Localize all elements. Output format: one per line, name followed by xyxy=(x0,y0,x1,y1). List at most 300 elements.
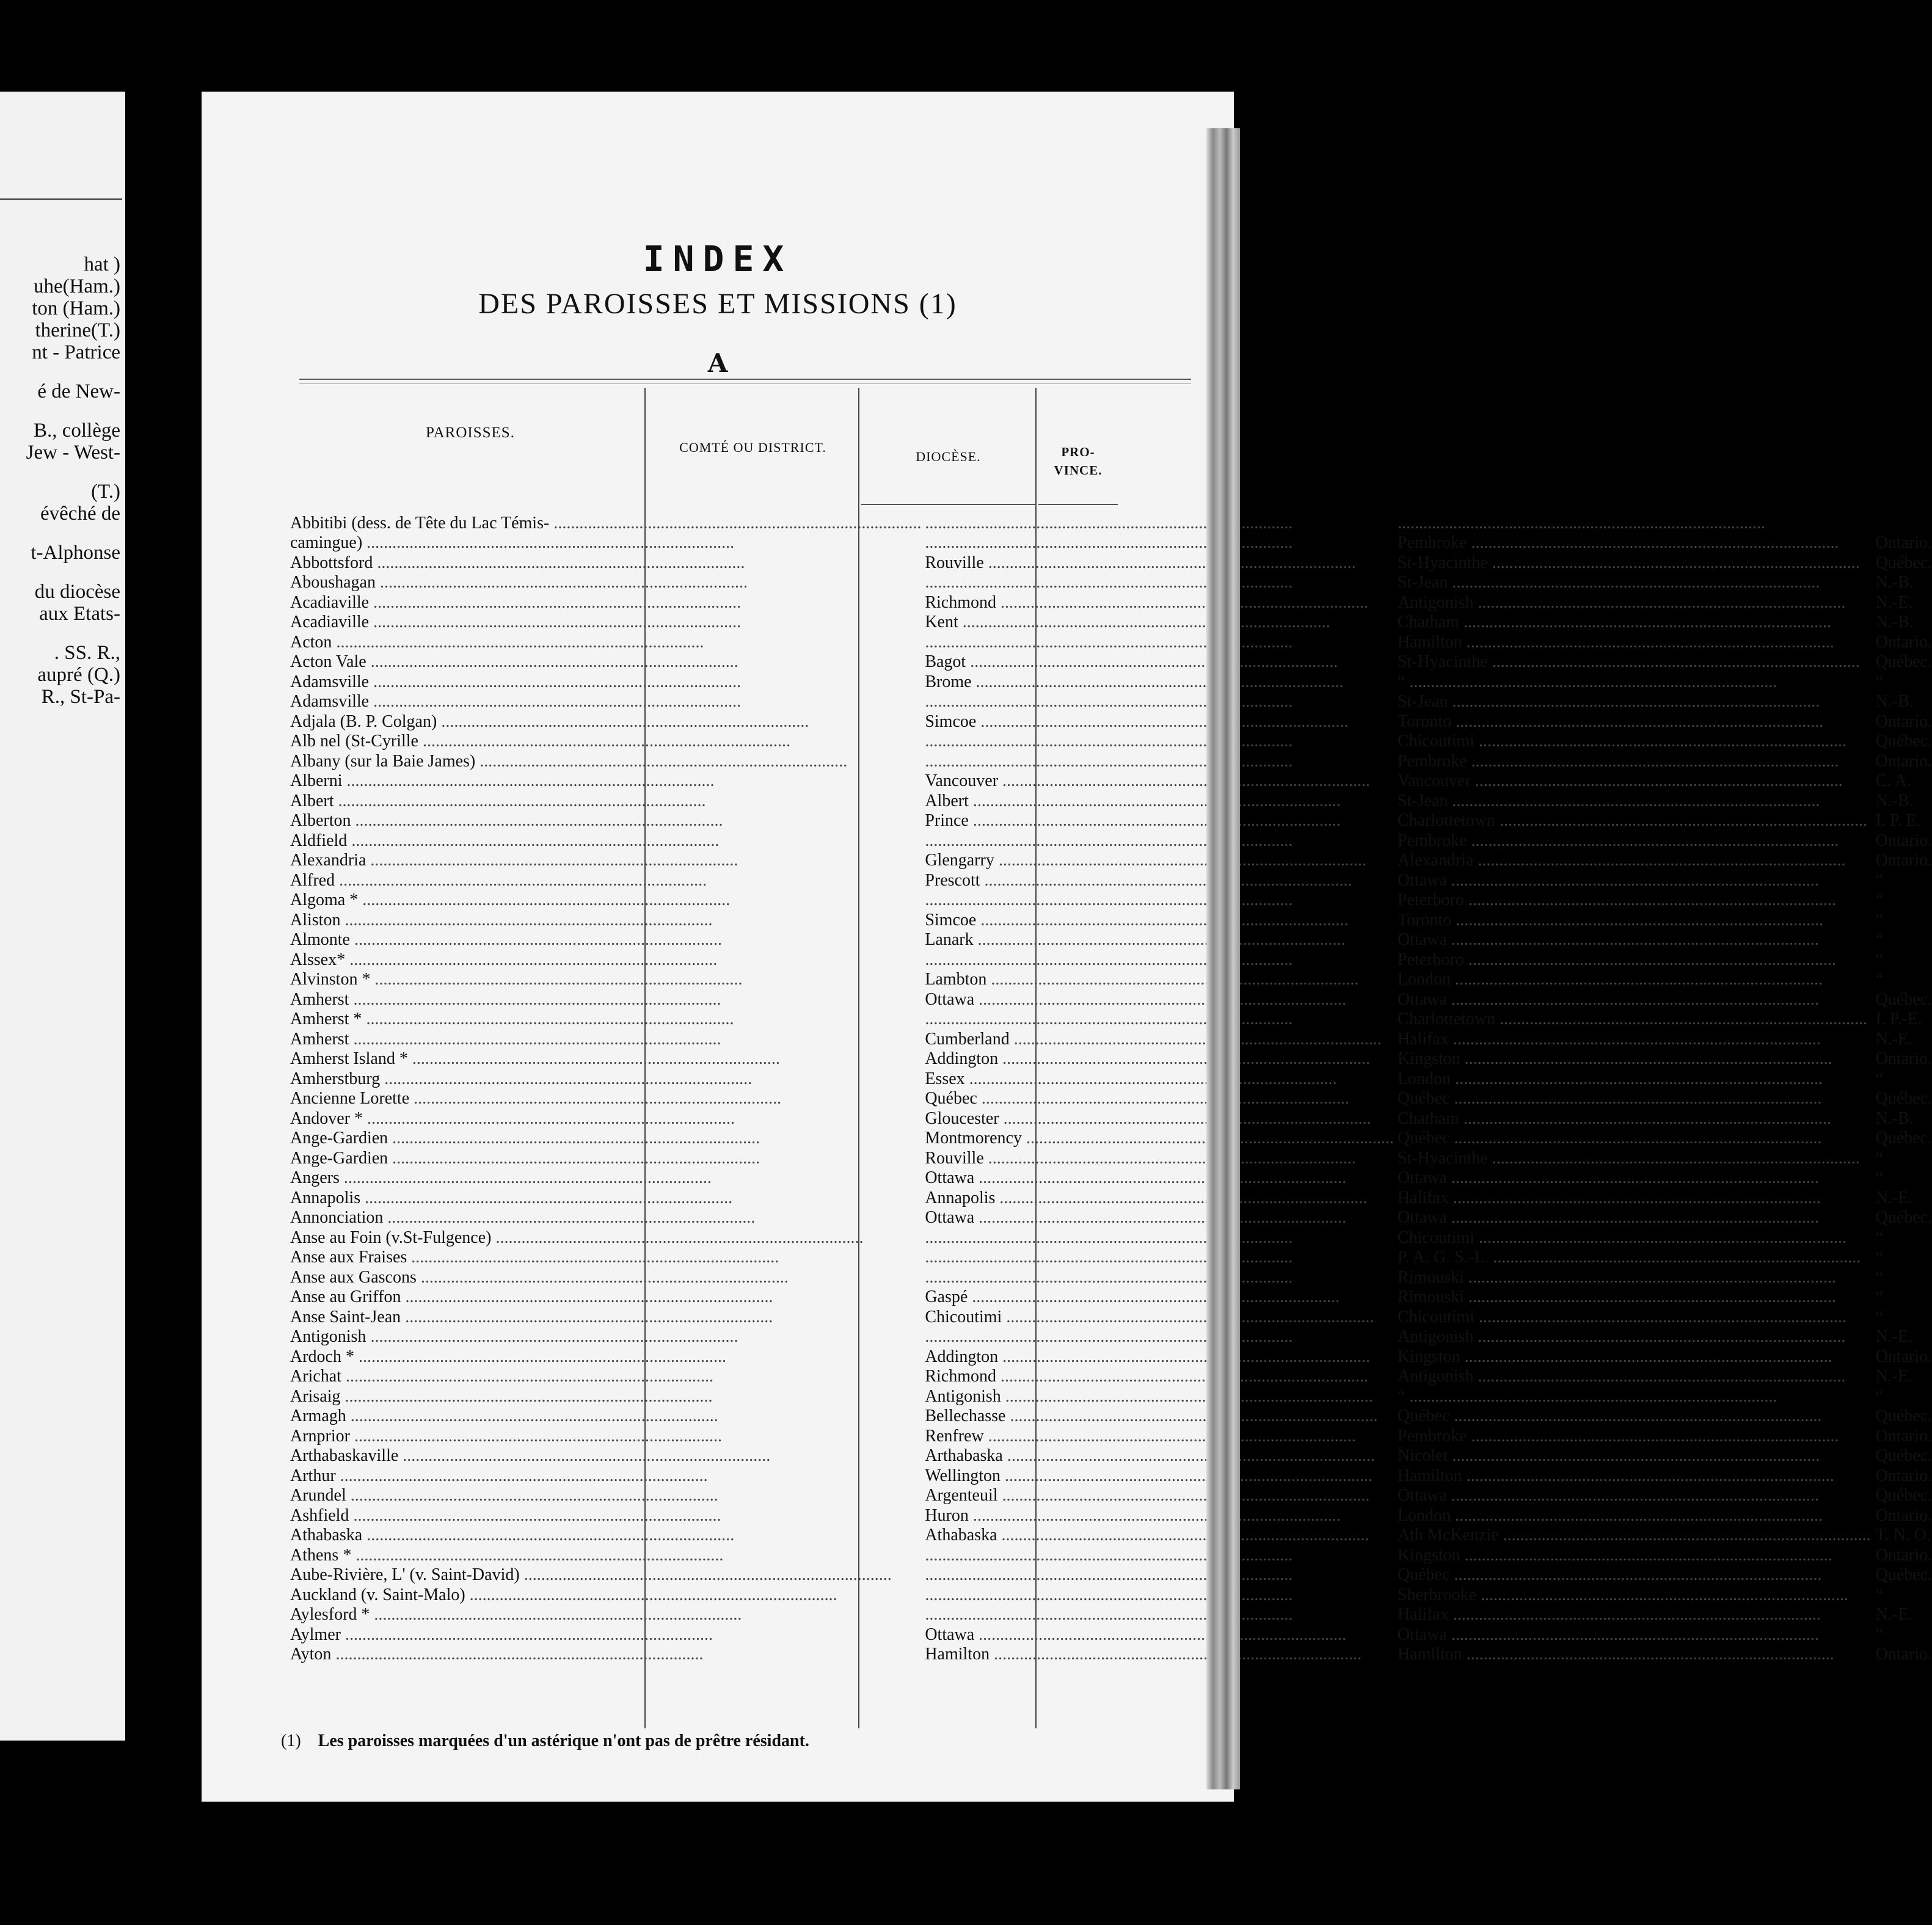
header-parishes: PAROISSES. xyxy=(426,424,515,441)
county-name: Athabaska ..... xyxy=(925,1526,1369,1545)
province-name: “ xyxy=(1875,970,1883,989)
province-name: Québec. xyxy=(1875,1565,1932,1584)
province-name: “ xyxy=(1875,890,1883,909)
previous-page-rule xyxy=(0,198,122,200)
county-name: Simcoe ..... xyxy=(925,911,1348,930)
parish-name: Arundel ..... xyxy=(290,1486,718,1505)
header-province-1: PRO- xyxy=(1061,445,1095,459)
previous-page-line: t-Alphonse xyxy=(31,542,120,564)
index-row xyxy=(290,1426,1932,1446)
previous-page-line: du diocèse xyxy=(34,581,120,603)
parish-name: Acadiaville ..... xyxy=(290,613,741,631)
province-name: “ xyxy=(1875,672,1883,691)
province-name: Ontario. xyxy=(1875,1426,1932,1446)
parish-name: Algoma * ..... xyxy=(290,890,730,909)
diocese-name: Antigonish ..... xyxy=(1398,593,1845,612)
diocese-name: Chicoutimi ..... xyxy=(1398,1228,1846,1247)
parish-name: Ashfield ..... xyxy=(290,1506,721,1525)
diocese-name: Halifax ..... xyxy=(1398,1030,1821,1049)
county-name: Ottawa ..... xyxy=(925,990,1346,1009)
parish-name: Antigonish ..... xyxy=(290,1327,738,1346)
parish-name: Abbottsford ..... xyxy=(290,553,745,572)
county-name: Kent ..... xyxy=(925,613,1330,631)
parish-name: Amherst ..... xyxy=(290,1030,721,1049)
parish-name: Armagh ..... xyxy=(290,1406,718,1425)
diocese-name: P. A. G. S.-L. ..... xyxy=(1398,1248,1861,1267)
diocese-name: Halifax ..... xyxy=(1398,1188,1821,1207)
parish-name: Arthur ..... xyxy=(290,1466,708,1485)
index-row xyxy=(290,1049,1932,1069)
diocese-name: “ ..... xyxy=(1398,1387,1777,1406)
province-name: T. N. O. xyxy=(1875,1526,1931,1545)
parish-name: Anse au Griffon ..... xyxy=(290,1287,773,1306)
index-row xyxy=(290,672,1932,692)
index-row xyxy=(290,1029,1932,1049)
parish-name: Arisaig ..... xyxy=(290,1387,712,1406)
index-row xyxy=(290,553,1932,573)
index-row xyxy=(290,1347,1932,1367)
index-row xyxy=(290,1010,1932,1030)
page-subtitle: DES PAROISSES ET MISSIONS (1) xyxy=(478,288,957,320)
parish-name: Annonciation ..... xyxy=(290,1208,755,1227)
province-name: N.-E. xyxy=(1875,1367,1913,1386)
parish-name: Alberton ..... xyxy=(290,811,723,830)
index-row xyxy=(290,732,1932,752)
county-name: Hamilton ..... xyxy=(925,1645,1362,1664)
diocese-name: Ottawa ..... xyxy=(1398,930,1819,949)
index-row xyxy=(290,771,1932,791)
index-row xyxy=(290,1307,1932,1327)
county-name: Simcoe ..... xyxy=(925,712,1348,731)
diocese-name: Ottawa ..... xyxy=(1398,1625,1819,1644)
province-name: N.-E. xyxy=(1875,1029,1913,1049)
diocese-name: Ottawa ..... xyxy=(1398,871,1819,890)
parish-name: Albert ..... xyxy=(290,791,706,810)
county-name: Albert ..... xyxy=(925,791,1341,810)
index-row xyxy=(290,1526,1932,1546)
diocese-name: Charlottetown ..... xyxy=(1398,1010,1867,1028)
county-name: Prescott ..... xyxy=(925,871,1352,890)
diocese-name: Nicolet ..... xyxy=(1398,1446,1820,1465)
index-row xyxy=(290,1645,1932,1665)
diocese-name: Chatham ..... xyxy=(1398,1109,1831,1128)
province-name: “ xyxy=(1875,1287,1883,1306)
index-table xyxy=(290,513,1932,1664)
province-name: “ xyxy=(1875,1228,1883,1247)
county-name: Cumberland ..... xyxy=(925,1030,1381,1049)
index-row xyxy=(290,652,1932,672)
previous-page-line: aupré (Q.) xyxy=(37,664,120,686)
parish-name: Alssex* ..... xyxy=(290,950,717,969)
province-name: Ontario. xyxy=(1875,851,1932,870)
header-diocese: DIOCÈSE. xyxy=(916,449,981,464)
diocese-name: Ottawa ..... xyxy=(1398,1486,1819,1505)
province-name: N.-E. xyxy=(1875,592,1913,612)
index-row xyxy=(290,1565,1932,1585)
county-name: Vancouver ..... xyxy=(925,771,1370,790)
parish-name: Acton ..... xyxy=(290,633,704,652)
province-name: “ xyxy=(1875,950,1883,969)
header-underline xyxy=(861,504,1035,505)
province-name: Québec. xyxy=(1875,553,1932,572)
parish-name: Anse aux Gascons ..... xyxy=(290,1268,789,1287)
diocese-name: Pembroke ..... xyxy=(1398,752,1839,771)
county-name: Glengarry ..... xyxy=(925,851,1366,870)
index-row xyxy=(290,1545,1932,1565)
parish-name: Aylesford * ..... xyxy=(290,1605,742,1624)
index-row xyxy=(290,1386,1932,1406)
province-name: “ xyxy=(1875,930,1883,949)
index-row xyxy=(290,613,1932,633)
parish-name: Athabaska ..... xyxy=(290,1526,734,1545)
diocese-name: Charlottetown ..... xyxy=(1398,811,1867,830)
province-name: “ xyxy=(1875,1386,1883,1406)
parish-name: Arthabaskaville ..... xyxy=(290,1446,770,1465)
index-row xyxy=(290,1327,1932,1347)
index-row xyxy=(290,1108,1932,1129)
index-row xyxy=(290,811,1932,831)
province-name: I. P.-E. xyxy=(1875,1010,1922,1028)
footnote xyxy=(281,1731,809,1751)
diocese-name: London ..... xyxy=(1398,1069,1823,1088)
index-row xyxy=(290,950,1932,970)
diocese-name: Alexandria ..... xyxy=(1398,851,1845,870)
parish-name: Aboushagan ..... xyxy=(290,573,748,592)
index-row xyxy=(290,1466,1932,1486)
diocese-name: “ ..... xyxy=(1398,672,1777,691)
previous-page-line: é de New- xyxy=(37,380,120,402)
county-name: Brome ..... xyxy=(925,672,1343,691)
province-name: “ xyxy=(1875,910,1883,930)
province-name: Québec. xyxy=(1875,1446,1932,1465)
parish-name: Alvinston * ..... xyxy=(290,970,742,989)
diocese-name: Chatham ..... xyxy=(1398,613,1831,631)
parish-name: Annapolis ..... xyxy=(290,1188,732,1207)
county-name: Argenteuil ..... xyxy=(925,1486,1369,1505)
index-row xyxy=(290,1168,1932,1188)
province-name: Québec. xyxy=(1875,1486,1932,1505)
county-name: Antigonish ..... xyxy=(925,1387,1372,1406)
index-row xyxy=(290,533,1932,553)
parish-name: Angers ..... xyxy=(290,1168,712,1187)
county-name: Richmond ..... xyxy=(925,1367,1368,1386)
province-name: Québec. xyxy=(1875,1089,1932,1108)
previous-page-line: évêché de xyxy=(40,503,120,525)
header-underline xyxy=(1038,504,1118,505)
index-row xyxy=(290,1188,1932,1208)
index-row xyxy=(290,1625,1932,1645)
diocese-name: St-Hyacinthe ..... xyxy=(1398,553,1860,572)
county-name: Bagot ..... xyxy=(925,652,1338,671)
index-row xyxy=(290,573,1932,593)
parish-name: Aube-Rivière, L' (v. Saint-David) ..... xyxy=(290,1565,892,1584)
previous-page-line: ton (Ham.) xyxy=(32,297,120,319)
diocese-name: St-Jean ..... xyxy=(1398,573,1820,592)
county-name: Arthabaska ..... xyxy=(925,1446,1375,1465)
parish-name: Ayton ..... xyxy=(290,1645,703,1664)
province-name: C. A. xyxy=(1875,771,1911,790)
province-name: Québec. xyxy=(1875,732,1932,751)
header-province-2: VINCE. xyxy=(1054,463,1103,478)
index-row xyxy=(290,1089,1932,1109)
parish-name: Abbitibi (dess. de Tête du Lac Témis- ..... xyxy=(290,514,921,533)
diocese-name: Chicoutimi ..... xyxy=(1398,732,1846,751)
diocese-name: St-Hyacinthe ..... xyxy=(1398,1149,1860,1168)
diocese-name xyxy=(1398,514,1765,533)
diocese-name: Kingston ..... xyxy=(1398,1049,1832,1068)
previous-page-line: therine(T.) xyxy=(35,319,120,341)
index-row xyxy=(290,1069,1932,1089)
index-row xyxy=(290,890,1932,911)
index-row xyxy=(290,989,1932,1010)
diocese-name: Antigonish ..... xyxy=(1398,1327,1845,1346)
parish-name: Amherst Island * ..... xyxy=(290,1049,780,1068)
index-row xyxy=(290,1486,1932,1506)
diocese-name: Peterboro ..... xyxy=(1398,890,1836,909)
index-page xyxy=(202,92,1932,1802)
parish-name: Almonte ..... xyxy=(290,930,722,949)
diocese-name: Halifax ..... xyxy=(1398,1605,1821,1624)
county-name: Addington ..... xyxy=(925,1049,1370,1068)
index-row xyxy=(290,1585,1932,1605)
diocese-name: Pembroke ..... xyxy=(1398,831,1839,850)
diocese-name: Ottawa ..... xyxy=(1398,1168,1819,1187)
previous-page-line: . SS. R., xyxy=(54,642,120,664)
county-name: Huron ..... xyxy=(925,1506,1341,1525)
parish-name: Aliston ..... xyxy=(290,911,712,930)
province-name: Ontario. xyxy=(1875,831,1932,850)
parish-name: Ardoch * ..... xyxy=(290,1347,726,1366)
province-name: Ontario. xyxy=(1875,632,1932,652)
parish-name: Anse Saint-Jean ..... xyxy=(290,1308,773,1326)
province-name: Québec. xyxy=(1875,652,1932,671)
index-row xyxy=(290,513,1932,533)
header-county: COMTÉ OU DISTRICT. xyxy=(679,440,826,455)
province-name: “ xyxy=(1875,870,1883,890)
index-row xyxy=(290,1267,1932,1287)
diocese-name: Kingston ..... xyxy=(1398,1347,1832,1366)
index-row xyxy=(290,1248,1932,1268)
parish-name: Acadiaville ..... xyxy=(290,593,741,612)
diocese-name: Québec ..... xyxy=(1398,1406,1822,1425)
previous-page-line: uhe(Ham.) xyxy=(33,275,120,297)
county-name: Annapolis ..... xyxy=(925,1188,1367,1207)
diocese-name: Hamilton ..... xyxy=(1398,1466,1834,1485)
parish-name: Alfred ..... xyxy=(290,871,707,890)
diocese-name: Hamilton ..... xyxy=(1398,633,1834,652)
parish-name: Andover * ..... xyxy=(290,1109,735,1128)
previous-page-fragment xyxy=(0,92,125,1741)
province-name: Ontario. xyxy=(1875,711,1932,731)
county-name: Addington ..... xyxy=(925,1347,1370,1366)
previous-page-line: (T.) xyxy=(91,481,120,503)
diocese-name: Sherbrooke ..... xyxy=(1398,1585,1848,1604)
diocese-name: Kingston ..... xyxy=(1398,1546,1832,1565)
parish-name: Ange-Gardien ..... xyxy=(290,1129,760,1148)
diocese-name: Québec ..... xyxy=(1398,1565,1822,1584)
parish-name: Athens * ..... xyxy=(290,1546,723,1565)
index-row xyxy=(290,1287,1932,1308)
county-name: Rouville ..... xyxy=(925,1149,1355,1168)
parish-name: Albany (sur la Baie James) ..... xyxy=(290,752,847,771)
county-name: Richmond ..... xyxy=(925,593,1368,612)
county-name: Gloucester ..... xyxy=(925,1109,1371,1128)
parish-name: Adamsville ..... xyxy=(290,672,741,691)
province-name: Ontario. xyxy=(1875,1545,1932,1565)
previous-page-line: aux Etats- xyxy=(39,603,120,625)
province-name: “ xyxy=(1875,1069,1883,1088)
index-row xyxy=(290,751,1932,771)
diocese-name: Rimouski ..... xyxy=(1398,1287,1836,1306)
diocese-name: St-Jean ..... xyxy=(1398,791,1820,810)
diocese-name: Toronto ..... xyxy=(1398,712,1823,731)
parish-name: Adjala (B. P. Colgan) ..... xyxy=(290,712,809,731)
diocese-name: Toronto ..... xyxy=(1398,911,1823,930)
province-name: Ontario. xyxy=(1875,1049,1932,1068)
province-name: N.-B. xyxy=(1875,613,1914,631)
index-row xyxy=(290,592,1932,613)
previous-page-text xyxy=(26,253,120,708)
diocese-name: Antigonish ..... xyxy=(1398,1367,1845,1386)
previous-page-line: Jew - West- xyxy=(26,442,120,464)
diocese-name: Hamilton ..... xyxy=(1398,1645,1834,1664)
diocese-name: Vancouver ..... xyxy=(1398,771,1843,790)
index-row xyxy=(290,1129,1932,1149)
province-name: Québec. xyxy=(1875,1406,1932,1425)
index-row xyxy=(290,910,1932,930)
index-row xyxy=(290,851,1932,871)
parish-name: Aylmer ..... xyxy=(290,1625,713,1644)
index-row xyxy=(290,1228,1932,1248)
diocese-name: St-Hyacinthe ..... xyxy=(1398,652,1860,671)
parish-name: Amherst ..... xyxy=(290,990,721,1009)
parish-name: Acton Vale ..... xyxy=(290,652,738,671)
footnote-text: Les paroisses marquées d'un astérique n'ont pas de prêtre résidant. xyxy=(318,1731,809,1750)
footnote-number: (1) xyxy=(281,1731,301,1750)
diocese-name: Ottawa ..... xyxy=(1398,990,1819,1009)
parish-name: Alb nel (St-Cyrille ..... xyxy=(290,732,790,751)
county-name: Bellechasse ..... xyxy=(925,1406,1377,1425)
parish-name: Amherstburg ..... xyxy=(290,1069,752,1088)
province-name: N.-E. xyxy=(1875,1188,1913,1207)
index-row xyxy=(290,692,1932,712)
province-name: “ xyxy=(1875,1168,1883,1187)
index-row xyxy=(290,1367,1932,1387)
diocese-name: Pembroke ..... xyxy=(1398,533,1839,552)
province-name: “ xyxy=(1875,1625,1883,1644)
index-row xyxy=(290,791,1932,811)
province-name: Ontario. xyxy=(1875,1347,1932,1366)
parish-name: Ange-Gardien ..... xyxy=(290,1149,760,1168)
county-name: Ottawa ..... xyxy=(925,1625,1346,1644)
diocese-name: Ottawa ..... xyxy=(1398,1208,1819,1227)
previous-page-line: R., St-Pa- xyxy=(41,686,120,708)
parish-name: Adamsville ..... xyxy=(290,692,741,711)
header-rule xyxy=(299,379,1191,380)
county-name: Gaspé ..... xyxy=(925,1287,1340,1306)
index-row xyxy=(290,831,1932,851)
index-row xyxy=(290,930,1932,950)
parish-name: Alberni ..... xyxy=(290,771,715,790)
index-row xyxy=(290,1208,1932,1228)
section-letter: A xyxy=(707,348,728,378)
parish-name: camingue) ..... xyxy=(290,533,734,552)
county-name: Essex ..... xyxy=(925,1069,1336,1088)
province-name: N.-B. xyxy=(1875,573,1914,592)
index-row xyxy=(290,711,1932,732)
province-name: Ontario. xyxy=(1875,533,1932,552)
province-name: “ xyxy=(1875,1148,1883,1168)
parish-name: Aldfield ..... xyxy=(290,831,719,850)
county-name: Renfrew ..... xyxy=(925,1427,1355,1446)
previous-page-line: B., collège xyxy=(33,420,120,442)
parish-name: Arichat ..... xyxy=(290,1367,713,1386)
index-row xyxy=(290,1605,1932,1625)
county-name: Wellington ..... xyxy=(925,1466,1372,1485)
diocese-name: Rimouski ..... xyxy=(1398,1268,1836,1287)
province-name: N.-B. xyxy=(1875,791,1914,810)
province-name: Ontario. xyxy=(1875,751,1932,771)
index-row xyxy=(290,1148,1932,1168)
province-name: Ontario. xyxy=(1875,1466,1932,1485)
page-edge-stack xyxy=(1206,128,1240,1789)
county-name: Montmorency ..... xyxy=(925,1129,1394,1148)
diocese-name: Ath McKenzie ..... xyxy=(1398,1526,1871,1545)
county-name: Ottawa ..... xyxy=(925,1168,1346,1187)
index-row xyxy=(290,970,1932,990)
index-row xyxy=(290,1505,1932,1526)
diocese-name: London ..... xyxy=(1398,1506,1823,1525)
province-name: N.-B. xyxy=(1875,1108,1914,1128)
parish-name: Alexandria ..... xyxy=(290,851,738,870)
province-name: “ xyxy=(1875,1267,1883,1287)
index-row xyxy=(290,1446,1932,1466)
parish-name: Anse au Foin (v.St-Fulgence) ..... xyxy=(290,1228,863,1247)
province-name: Ontario. xyxy=(1875,1505,1932,1525)
diocese-name: Québec ..... xyxy=(1398,1129,1822,1148)
province-name: Québec. xyxy=(1875,989,1932,1009)
county-name: Prince ..... xyxy=(925,811,1341,830)
county-name: Rouville ..... xyxy=(925,553,1355,572)
parish-name: Anse aux Fraises ..... xyxy=(290,1248,779,1267)
parish-name: Auckland (v. Saint-Malo) ..... xyxy=(290,1585,837,1604)
page-title: INDEX xyxy=(643,238,793,280)
index-row xyxy=(290,870,1932,890)
province-name: “ xyxy=(1875,1585,1883,1604)
previous-page-line: hat ) xyxy=(84,253,120,275)
county-name: Lambton ..... xyxy=(925,970,1358,989)
diocese-name: Peterboro ..... xyxy=(1398,950,1836,969)
parish-name: Ancienne Lorette ..... xyxy=(290,1089,781,1108)
province-name: N.-B. xyxy=(1875,692,1914,711)
parish-name: Arnprior ..... xyxy=(290,1427,722,1446)
diocese-name: London ..... xyxy=(1398,970,1823,989)
province-name: “ xyxy=(1875,1248,1883,1267)
diocese-name: St-Jean ..... xyxy=(1398,692,1820,711)
province-name: N.-E. xyxy=(1875,1605,1913,1624)
province-name: N.-E. xyxy=(1875,1327,1913,1346)
parish-name: Amherst * ..... xyxy=(290,1010,734,1028)
county-name: Ottawa ..... xyxy=(925,1208,1346,1227)
province-name: “ xyxy=(1875,1307,1883,1326)
previous-page-line: nt - Patrice xyxy=(32,341,120,363)
diocese-name: Chicoutimi ..... xyxy=(1398,1308,1846,1326)
diocese-name: Québec ..... xyxy=(1398,1089,1822,1108)
diocese-name: Pembroke ..... xyxy=(1398,1427,1839,1446)
province-name: Ontario. xyxy=(1875,1645,1932,1664)
index-row xyxy=(290,1406,1932,1427)
index-row xyxy=(290,632,1932,652)
